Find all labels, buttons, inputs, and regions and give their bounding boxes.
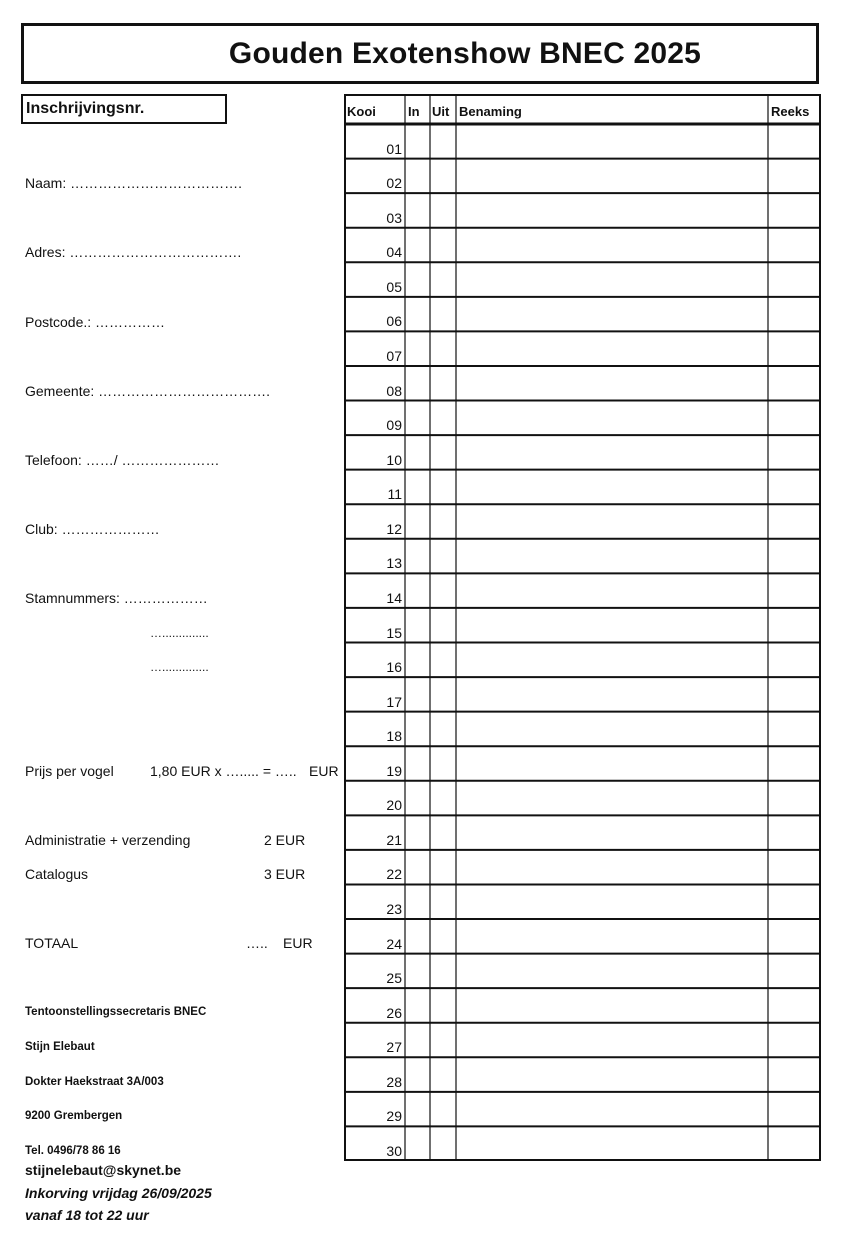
contact-role: Tentoonstellingssecretaris BNEC (25, 1006, 207, 1018)
header-kooi: Kooi (347, 104, 376, 119)
contact-street: Dokter Haekstraat 3A/003 (25, 1076, 164, 1088)
prijs-formula[interactable]: 1,80 EUR x …..... = ….. (150, 763, 297, 779)
kooi-number: 25 (386, 970, 402, 987)
table-header-row (344, 94, 821, 124)
header-reeks: Reeks (771, 104, 810, 119)
catalogus-label: Catalogus (25, 866, 89, 882)
kooi-number: 26 (386, 1004, 402, 1021)
kooi-number: 14 (386, 589, 402, 606)
totaal-unit: EUR (283, 935, 313, 951)
stamnummers-field[interactable]: Stamnummers: ……………… (25, 590, 208, 606)
kooi-number: 13 (386, 555, 402, 572)
kooi-number: 12 (386, 520, 402, 537)
title-box (21, 23, 819, 84)
page-title: Gouden Exotenshow BNEC 2025 (228, 37, 702, 70)
prijs-unit: EUR (309, 763, 339, 779)
kooi-number: 28 (386, 1073, 402, 1090)
kooi-number: 11 (387, 486, 402, 503)
kooi-number: 01 (386, 140, 402, 157)
kooi-number: 17 (386, 693, 402, 710)
contact-name: Stijn Elebaut (25, 1041, 95, 1053)
naam-field[interactable]: Naam: ………………………………. (25, 175, 243, 191)
contact-email[interactable]: stijnelebaut@skynet.be (25, 1162, 182, 1178)
postcode-field[interactable]: Postcode.: …………… (25, 314, 166, 330)
header-in: In (408, 104, 420, 119)
kooi-number: 21 (386, 831, 402, 848)
kooi-number: 29 (386, 1108, 402, 1125)
stamnummers-extra-2[interactable]: ….............. (150, 660, 209, 674)
contact-tel: Tel. 0496/78 86 16 (25, 1145, 121, 1157)
kooi-number: 09 (386, 417, 402, 434)
kooi-number: 04 (386, 244, 402, 261)
kooi-number: 22 (386, 866, 402, 883)
kooi-number: 06 (386, 313, 402, 330)
kooi-number: 24 (386, 935, 402, 952)
adres-field[interactable]: Adres: ………………………………. (25, 244, 242, 260)
kooi-number: 10 (386, 451, 402, 468)
contact-city: 9200 Grembergen (25, 1110, 123, 1122)
inkorving-date: Inkorving vrijdag 26/09/2025 (25, 1185, 212, 1201)
kooi-number: 07 (386, 347, 402, 364)
kooi-number: 16 (386, 659, 402, 676)
kooi-number: 08 (386, 382, 402, 399)
registration-label: Inschrijvingsnr. (26, 100, 145, 117)
kooi-number: 03 (386, 209, 402, 226)
gemeente-field[interactable]: Gemeente: ………………………………. (25, 383, 271, 399)
cage-table (344, 94, 821, 1161)
registration-number-box[interactable] (21, 94, 227, 124)
telefoon-field[interactable]: Telefoon: ……/ ………………… (25, 452, 220, 468)
admin-value: 2 EUR (264, 832, 306, 848)
header-uit: Uit (432, 104, 450, 119)
kooi-number: 05 (386, 278, 402, 295)
inkorving-hours: vanaf 18 tot 22 uur (25, 1207, 149, 1223)
totaal-label: TOTAAL (25, 935, 79, 951)
prijs-label: Prijs per vogel (25, 763, 114, 779)
admin-label: Administratie + verzending (25, 832, 191, 848)
table-grid-lines (344, 94, 821, 1161)
kooi-number: 18 (386, 728, 402, 745)
kooi-number: 19 (386, 762, 402, 779)
kooi-number: 02 (386, 175, 402, 192)
kooi-number: 27 (386, 1039, 402, 1056)
header-benaming: Benaming (459, 104, 522, 119)
kooi-number: 15 (386, 624, 402, 641)
club-field[interactable]: Club: ………………… (25, 521, 160, 537)
totaal-value[interactable]: ….. (246, 935, 268, 951)
catalogus-value: 3 EUR (264, 866, 306, 882)
stamnummers-extra-1[interactable]: ….............. (150, 626, 209, 640)
kooi-number: 23 (386, 901, 402, 918)
kooi-number: 20 (386, 797, 402, 814)
kooi-number: 30 (386, 1143, 402, 1159)
